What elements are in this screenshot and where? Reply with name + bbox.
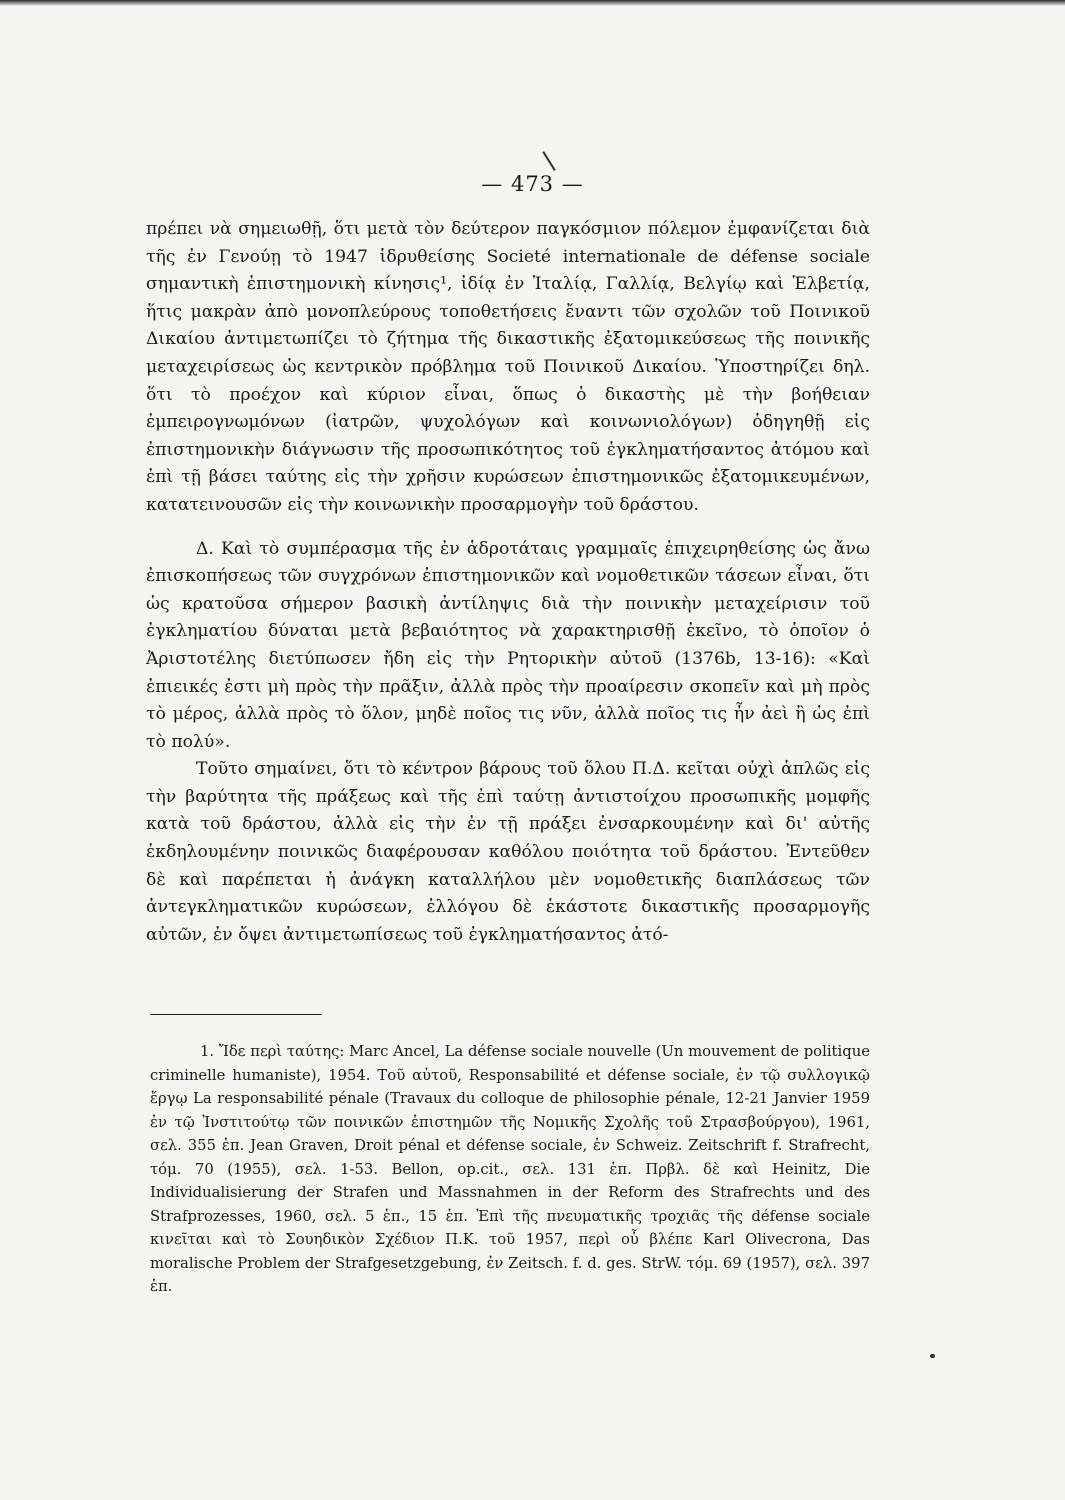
paragraph-1: πρέπει νὰ σημειωθῇ, ὅτι μετὰ τὸν δεύτερον παγκόσμιον πόλεμον ἐμφανίζεται διὰ τῆς ἐν Γενούῃ τὸ 1947 ἱδρυθείσης Societé internationale de défense sociale σημαντικὴ ἐπιστημονικὴ κίνησις¹, ἰδίᾳ ἐν Ἰταλίᾳ, Γαλλίᾳ, Βελγίῳ καὶ Ἑλβετίᾳ, ἥτις μακρὰν ἀπὸ μονοπλεύρους τοποθετήσεις ἔναντι τῶν σχολῶν τοῦ Ποινικοῦ Δικαίου ἀντιμετωπίζει τὸ ζήτημα τῆς δικαστικῆς ἐξατομικεύσεως τῆς ποινικῆς μεταχειρίσεως ὡς κεντρικὸν πρόβλημα τοῦ Ποινικοῦ Δικαίου. Ὑποστηρίζει δηλ. ὅτι τὸ προέχον καὶ κύριον εἶναι, ὅπως ὁ δικαστὴς μὲ τὴν βοήθειαν ἐμπειρογνωμόνων (ἰατρῶν, ψυχολόγων καὶ κοινωνιολόγων) ὁδηγηθῇ εἰς ἐπιστημονικὴν διάγνωσιν τῆς προσωπικότητος τοῦ ἐγκληματήσαντος ἀτόμου καὶ ἐπὶ τῇ βάσει ταύτης εἰς τὴν χρῆσιν κυρώσεων ἐπιστημονικῶς ἐξατομικευμένων, κατατεινουσῶν εἰς τὴν κοινωνικὴν προσαρμογὴν τοῦ δράστου. [146, 219, 870, 515]
stray-dot-mark [930, 1354, 935, 1358]
footnote-divider [150, 1014, 322, 1015]
scan-top-edge [0, 0, 1065, 6]
paragraph-3: Τοῦτο σημαίνει, ὅτι τὸ κέντρον βάρους τοῦ ὅλου Π.Δ. κεῖται οὐχὶ ἁπλῶς εἰς τὴν βαρύτητα τῆς πράξεως καὶ τῆς ἐπὶ ταύτῃ ἀντιστοίχου προσωπικῆς μομφῆς κατὰ τοῦ δράστου, ἀλλὰ εἰς τὴν ἐν τῇ πράξει ἐνσαρκουμένην καὶ δι' αὐτῆς ἐκδηλουμένην ποινικῶς διαφέρουσαν καθόλου ποιότητα τοῦ δράστου. Ἐντεῦθεν δὲ καὶ παρέπεται ἡ ἀνάγκη καταλλήλου μὲν νομοθετικῆς διαπλάσεως τῶν ἀντεγκληματικῶν κυρώσεων, ἐλλόγου δὲ ἑκάστοτε δικαστικῆς προσαρμογῆς αὐτῶν, ἐν ὄψει ἀντιμετωπίσεως τοῦ ἐγκληματήσαντος ἀτό- [146, 759, 870, 945]
stray-pen-mark [542, 151, 555, 171]
main-text [146, 216, 870, 949]
paragraph-2: Δ. Καὶ τὸ συμπέρασμα τῆς ἐν ἁδροτάταις γραμμαῖς ἐπιχειρηθείσης ὡς ἄνω ἐπισκοπήσεως τῶν συγχρόνων ἐπιστημονικῶν καὶ νομοθετικῶν τάσεων εἶναι, ὅτι ὡς κρατοῦσα σήμερον βασικὴ ἀντίληψις διὰ τὴν ποινικὴν μεταχείρισιν τοῦ ἐγκληματίου δύναται μετὰ βεβαιότητος νὰ χαρακτηρισθῇ ἐκεῖνο, τὸ ὁποῖον ὁ Ἀριστοτέλης διετύπωσεν ἤδη εἰς τὴν Ρητορικὴν αὐτοῦ (1376b, 13-16): «Καὶ ἐπιεικές ἐστι μὴ πρὸς τὴν πρᾶξιν, ἀλλὰ πρὸς τὴν προαίρεσιν σκοπεῖν καὶ μὴ πρὸς τὸ μέρος, ἀλλὰ πρὸς τὸ ὅλον, μηδὲ ποῖος τις νῦν, ἀλλὰ ποῖος τις ἦν ἀεὶ ἢ ὡς ἐπὶ τὸ πολύ». [146, 538, 870, 752]
page-number: — 473 — [481, 172, 584, 196]
footnote-1: 1. Ἴδε περὶ ταύτης: Marc Ancel, La défense sociale nouvelle (Un mouvement de politique criminelle humaniste), 1954. Τοῦ αὐτοῦ, Responsabilité et défense sociale, ἐν τῷ συλλογικῷ ἔργῳ La responsabilité pénale (Travaux du colloque de philosophie pénale, 12-21 Janvier 1959 ἐν τῷ Ἰνστιτούτῳ τῶν ποινικῶν ἐπιστημῶν τῆς Νομικῆς Σχολῆς τοῦ Στρασβούργου), 1961, σελ. 355 ἑπ. Jean Graven, Droit pénal et défense sociale, ἐν Schweiz. Zeitschrift f. Strafrecht, τόμ. 70 (1955), σελ. 1-53. Bellon, op.cit., σελ. 131 ἑπ. Πρβλ. δὲ καὶ Heinitz, Die Individualisierung der Strafen und Massnahmen in der Reform des Strafrechts und des Strafprozesses, 1960, σελ. 5 ἑπ., 15 ἑπ. Ἐπὶ τῆς πνευματικῆς τροχιᾶς τῆς défense sociale κινεῖται καὶ τὸ Σουηδικὸν Σχέδιον Π.Κ. τοῦ 1957, περὶ οὗ βλέπε Karl Olivecrona, Das moralische Problem der Strafgesetzgebung, ἐν Zeitsch. f. d. ges. StrW. τόμ. 69 (1957), σελ. 397 ἑπ. [150, 1043, 870, 1295]
